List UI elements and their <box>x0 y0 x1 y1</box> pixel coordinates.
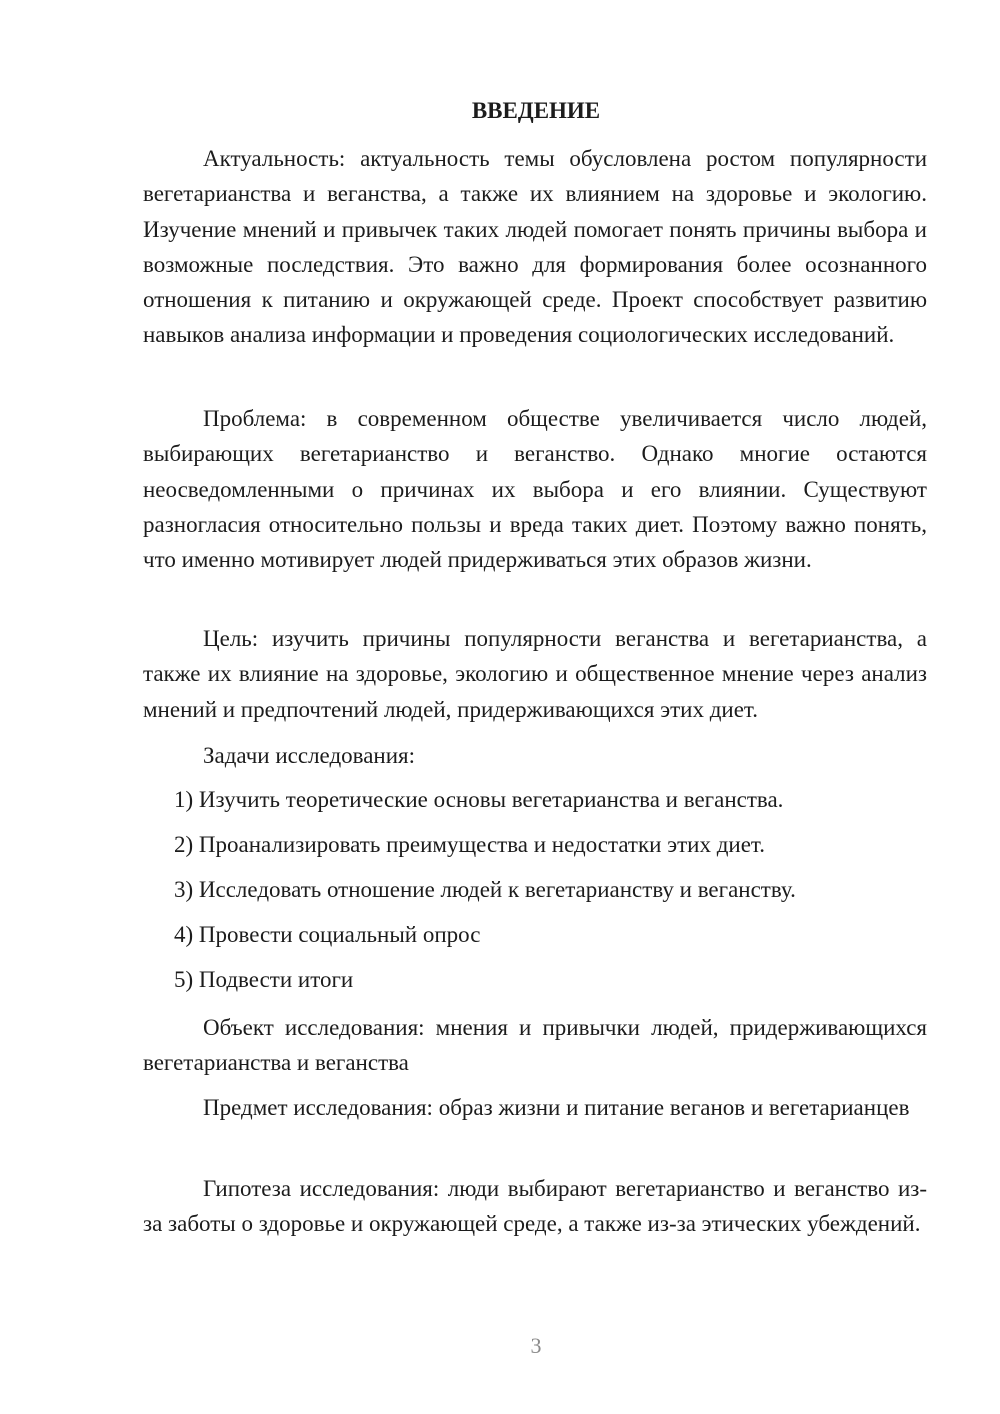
goal-paragraph: Цель: изучить причины популярности веганства и вегетарианства, а также их влияние на здоровье, экологию и общественное мнение через анализ мнений и предпочтений людей, придерживающихся этих диет. <box>143 626 927 722</box>
object-paragraph: Объект исследования: мнения и привычки людей, придерживающихся вегетарианства и веганства <box>143 1015 927 1076</box>
task-item-2: 2) Проанализировать преимущества и недостатки этих диет. <box>174 832 765 857</box>
task-item-5: 5) Подвести итоги <box>174 967 354 992</box>
task-item-3: 3) Исследовать отношение людей к вегетарианству и веганству. <box>174 877 796 902</box>
relevance-paragraph: Актуальность: актуальность темы обусловлена ростом популярности вегетарианства и веганства, а также их влиянием на здоровье и экологию. Изучение мнений и привычек таких людей помогает понять причины выбора и возможные последствия. Это важно для формирования более осознанного отношения к питанию и окружающей среде. Проект способствует развитию навыков анализа информации и проведения социологических исследований. <box>143 146 927 348</box>
task-item-4: 4) Провести социальный опрос <box>174 922 481 947</box>
problem-paragraph: Проблема: в современном обществе увеличивается число людей, выбирающих вегетарианство и веганство. Однако многие остаются неосведомленными о причинах их выбора и его влиянии. Существуют разногласия относительно пользы и вреда таких диет. Поэтому важно понять, что именно мотивирует людей придерживаться этих образов жизни. <box>143 406 927 573</box>
hypothesis-paragraph: Гипотеза исследования: люди выбирают вегетарианство и веганство из-за заботы о здоровье и окружающей среде, а также из-за этических убеждений. <box>143 1176 927 1237</box>
tasks-heading: Задачи исследования: <box>203 743 416 768</box>
page-title: ВВЕДЕНИЕ <box>471 98 601 123</box>
task-item-1: 1) Изучить теоретические основы вегетарианства и веганства. <box>174 787 784 812</box>
subject-paragraph: Предмет исследования: образ жизни и питание веганов и вегетарианцев <box>203 1095 910 1120</box>
page-number: 3 <box>530 1333 542 1358</box>
